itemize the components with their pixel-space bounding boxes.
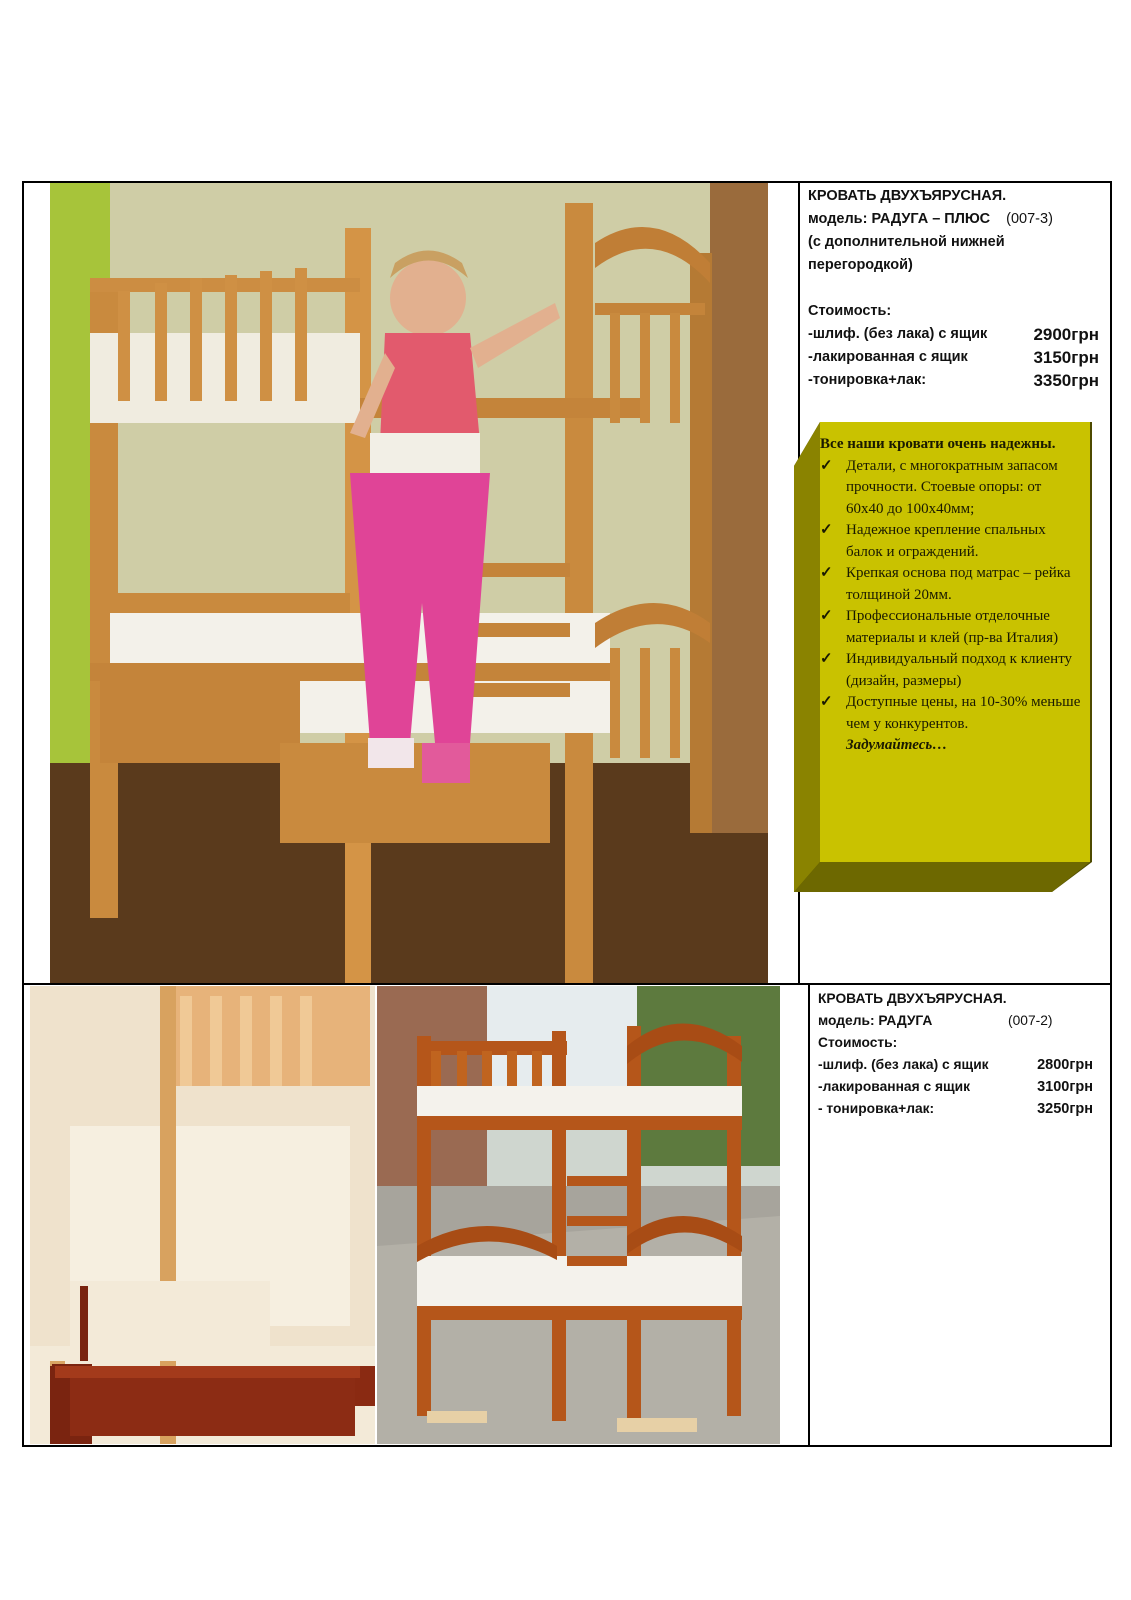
feature-item: [820, 649, 1082, 692]
feature-item: [820, 563, 1082, 606]
features-callout: [790, 422, 1092, 892]
product1-title: КРОВАТЬ ДВУХЪЯРУСНАЯ.: [808, 188, 1007, 204]
spacer: [808, 277, 1099, 300]
product2-price-row: [818, 1054, 1093, 1076]
product2-model-code: (007-2): [1008, 1013, 1053, 1028]
price-label: -лакированная с ящик: [808, 349, 968, 365]
product2-model-line: [818, 1010, 1093, 1032]
photo-bottom-left: [30, 986, 375, 1444]
feature-text: Индивидуальный подход к клиенту (дизайн, размеры): [846, 651, 1073, 689]
product1-price-heading: Стоимость:: [808, 303, 892, 319]
product1-info: [808, 185, 1099, 392]
frame-left-line: [22, 181, 24, 1447]
photo-bottom-right: [377, 986, 780, 1444]
check-icon: ✓: [820, 457, 833, 474]
price-label: -шлиф. (без лака) с ящик: [808, 326, 988, 342]
product2-title: КРОВАТЬ ДВУХЪЯРУСНАЯ.: [818, 991, 1007, 1006]
feature-text: Надежное крепление спальных балок и ограждений.: [846, 522, 1046, 560]
check-icon: ✓: [820, 694, 833, 710]
features-list: [820, 456, 1082, 736]
product1-model-line: [808, 208, 1099, 231]
frame-middle-line: [22, 983, 1112, 985]
product1-note-line1: (с дополнительной нижней: [808, 234, 1005, 250]
price-value: 2900грн: [1033, 325, 1099, 344]
product2-model-label: модель: РАДУГА: [818, 1013, 933, 1028]
callout-text: [820, 434, 1082, 757]
check-icon: ✓: [820, 651, 833, 667]
product2-price-row: [818, 1076, 1093, 1098]
feature-text: Крепкая основа под матрас – рейка толщиной 20мм.: [846, 565, 1071, 603]
product1-price-row: [808, 369, 1099, 392]
feature-item: [820, 456, 1082, 521]
product1-price-row: [808, 323, 1099, 346]
feature-text: Детали, с многократным запасом прочности. Стоевые опоры: от 60х40 до 100х40мм;: [846, 457, 1058, 517]
feature-item: [820, 692, 1082, 735]
frame-col-divider-bottom: [808, 983, 810, 1446]
photo-main: [50, 183, 768, 983]
frame-right-line: [1110, 181, 1112, 1447]
check-icon: ✓: [820, 522, 833, 538]
price-label: -лакированная с ящик: [818, 1079, 971, 1094]
product2-info: [818, 988, 1093, 1120]
callout-heading: Все наши кровати очень надежны.: [820, 436, 1056, 452]
check-icon: ✓: [820, 608, 833, 624]
feature-item: [820, 606, 1082, 649]
product1-model-label: модель: РАДУГА – ПЛЮС: [808, 211, 991, 227]
feature-text: Доступные цены, на 10-30% меньше чем у конкурентов.: [846, 694, 1081, 732]
price-label: -шлиф. (без лака) с ящик: [818, 1057, 989, 1072]
price-value: 3100грн: [1037, 1079, 1093, 1095]
check-icon: ✓: [820, 565, 833, 581]
product2-price-row: [818, 1098, 1093, 1120]
price-label: -тонировка+лак:: [808, 372, 927, 388]
callout-final: Задумайтесь…: [846, 737, 948, 753]
price-value: 2800грн: [1037, 1057, 1093, 1073]
frame-bottom-line: [22, 1445, 1112, 1447]
price-value: 3350грн: [1033, 371, 1099, 390]
product2-price-heading: Стоимость:: [818, 1035, 898, 1050]
price-label: - тонировка+лак:: [818, 1101, 935, 1116]
product1-model-code: (007-3): [1006, 211, 1053, 227]
product1-note-line2: перегородкой): [808, 257, 913, 273]
product1-price-row: [808, 346, 1099, 369]
feature-text: Профессиональные отделочные материалы и клей (пр-ва Италия): [846, 608, 1059, 646]
price-value: 3250грн: [1037, 1101, 1093, 1117]
feature-item: [820, 520, 1082, 563]
price-value: 3150грн: [1033, 348, 1099, 367]
